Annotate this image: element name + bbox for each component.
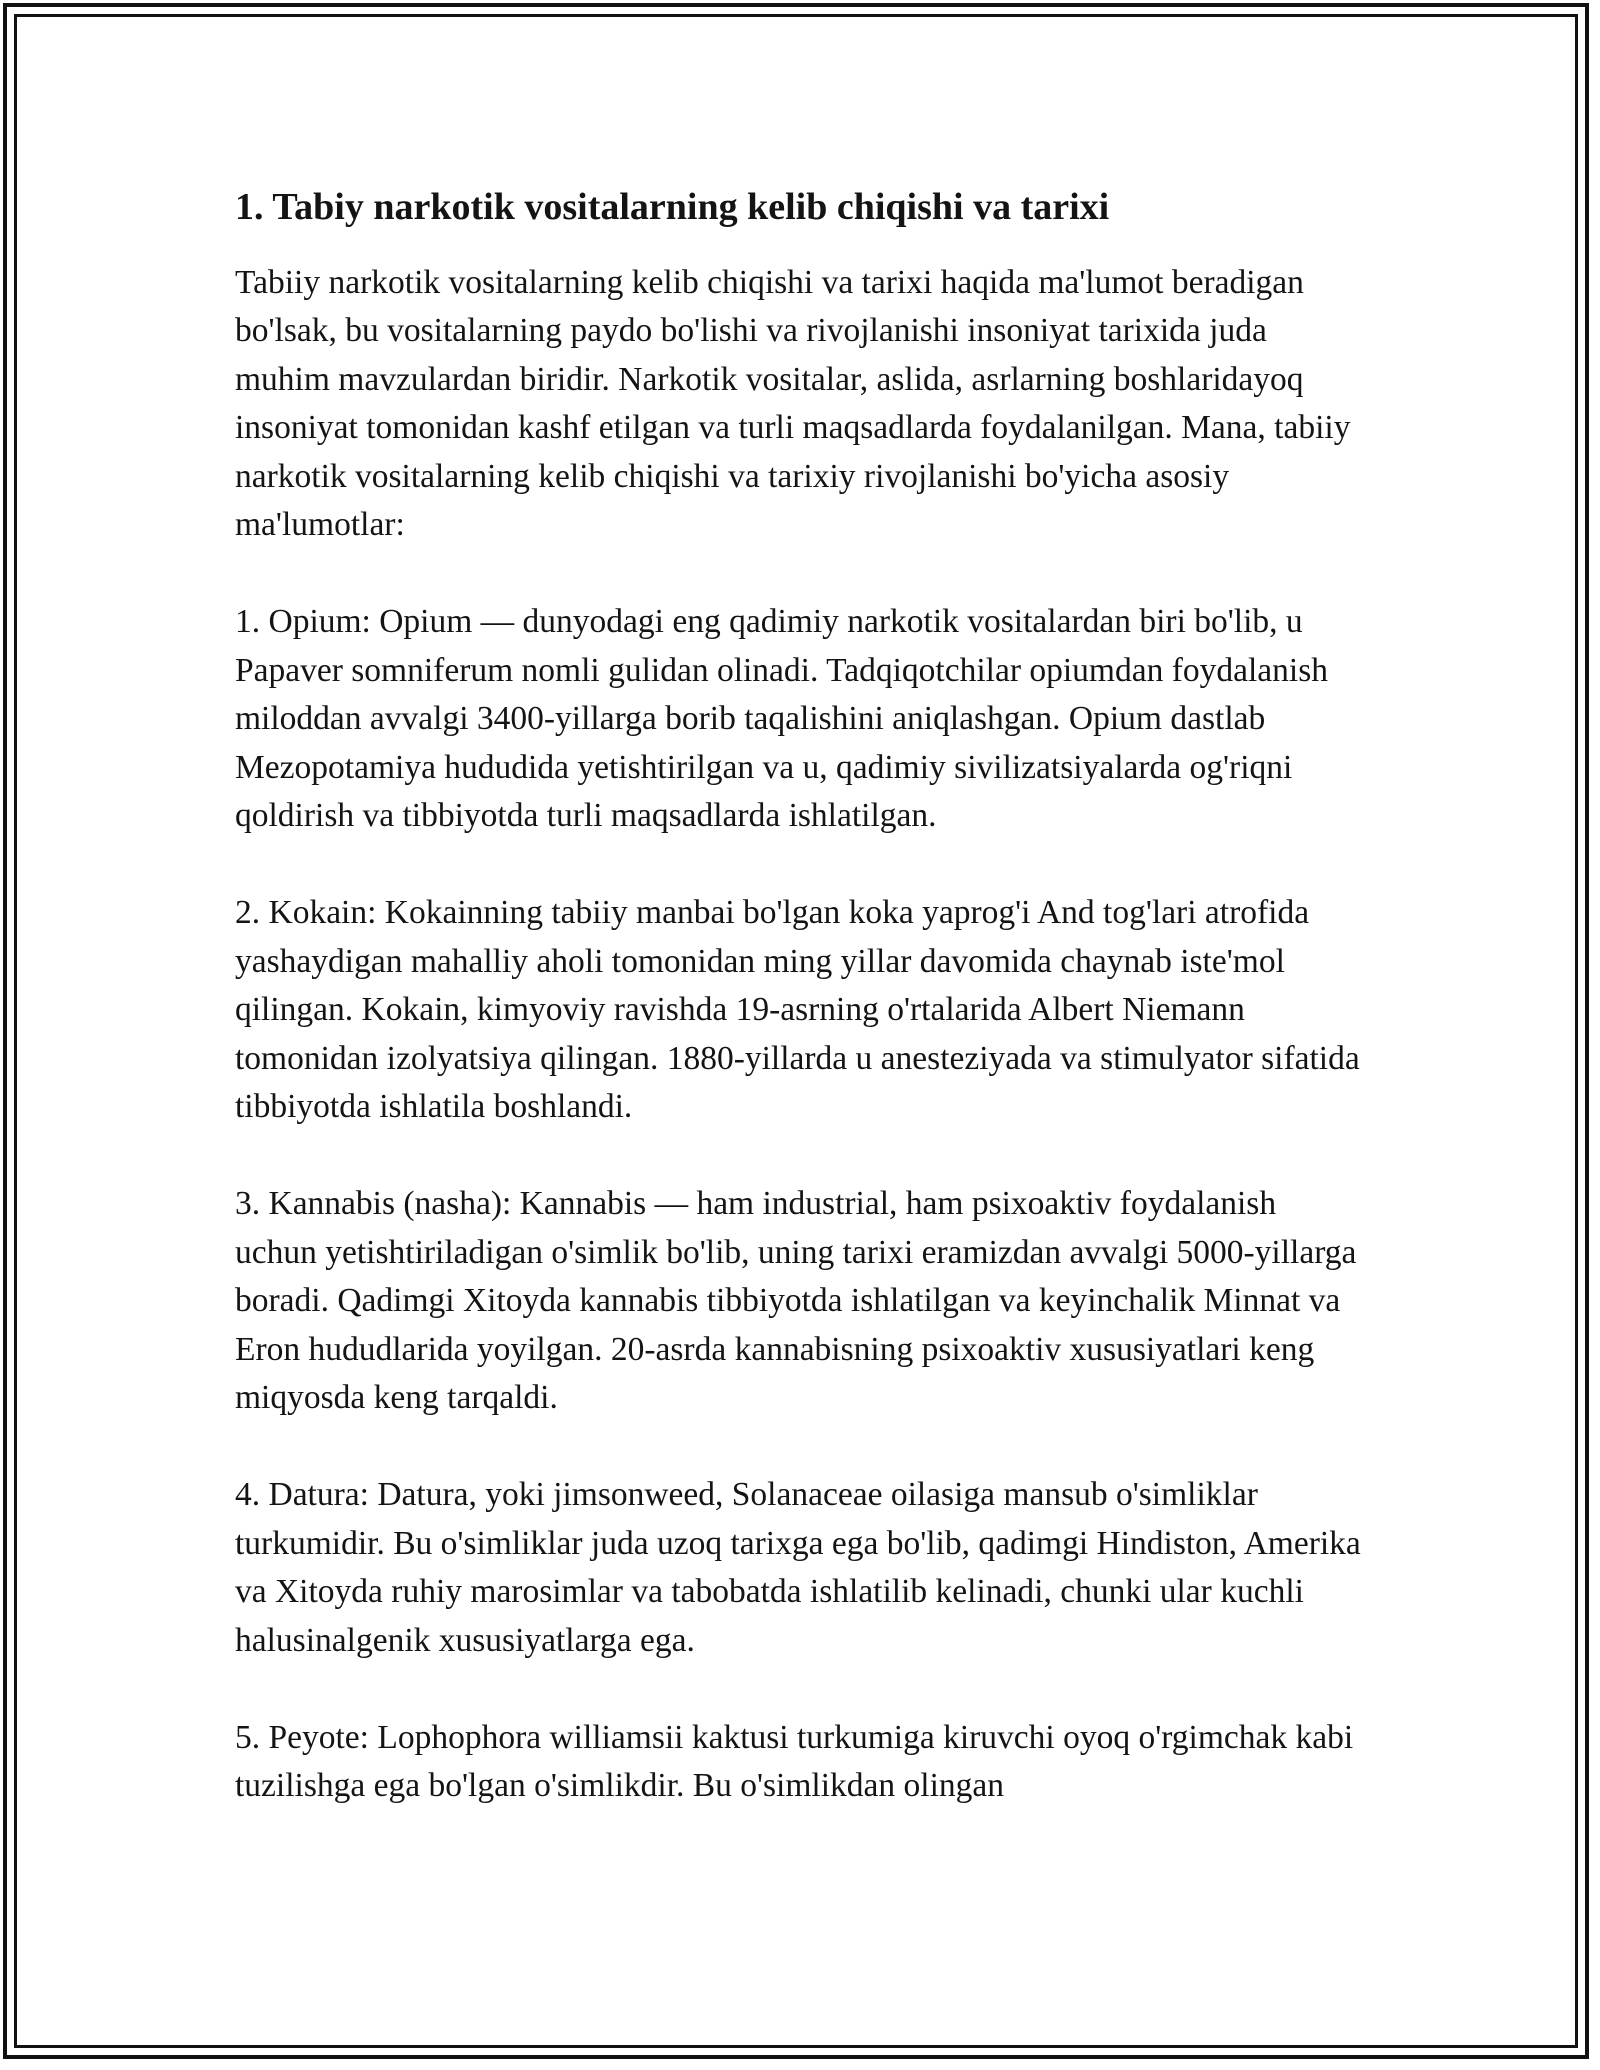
cannabis-paragraph: 3. Kannabis (nasha): Kannabis — ham industrial, ham psixoaktiv foydalanish uchun yetishtiriladigan o'simlik bo'lib, uning tarixi eramizdan avvalgi 5000-yillarga boradi. Qadimgi Xitoyda kannabis tibbiyotda ishlatilgan va keyinchalik Minnat va Eron hududlarida yoyilgan. 20-asrda kannabisning psixoaktiv xususiyatlari keng miqyosda keng tarqaldi. [235,1185,1357,1417]
intro-paragraph: Tabiiy narkotik vositalarning kelib chiqishi va tarixi haqida ma'lumot beradigan bo'lsak, bu vositalarning paydo bo'lishi va rivojlanishi insoniyat tarixida juda muhim mavzulardan biridir. Narkotik vositalar, aslida, asrlarning boshlaridayoq insoniyat tomonidan kashf etilgan va turli maqsadlarda foydalanilgan. Mana, tabiiy narkotik vositalarning kelib chiqishi va tarixiy rivojlanishi bo'yicha asosiy ma'lumotlar: [235,263,1351,544]
peyote-paragraph: 5. Peyote: Lophophora williamsii kaktusi turkumiga kiruvchi oyoq o'rgimchak kabi tuzilishga ega bo'lgan o'simlikdir. Bu o'simlikdan olingan [235,1718,1354,1805]
cocaine-paragraph: 2. Kokain: Kokainning tabiiy manbai bo'lgan koka yaprog'i And tog'lari atrofida yashaydigan mahalliy aholi tomonidan ming yillar davomida chaynab iste'mol qilingan. Kokain, kimyoviy ravishda 19-asrning o'rtalarida Albert Niemann tomonidan izolyatsiya qilingan. 1880-yillarda u anesteziyada va stimulyator sifatida tibbiyotda ishlatila boshlandi. [235,894,1360,1126]
section-heading: 1. Tabiy narkotik vositalarning kelib chiqishi va tarixi [235,186,1110,228]
datura-paragraph: 4. Datura: Datura, yoki jimsonweed, Solanaceae oilasiga mansub o'simliklar turkumidir. Bu o'simliklar juda uzoq tarixga ega bo'lib, qadimgi Hindiston, Amerika va Xitoyda ruhiy marosimlar va tabobatda ishlatilib kelinadi, chunki ular kuchli halusinalgenik xususiyatlarga ega. [235,1476,1361,1659]
opium-paragraph: 1. Opium: Opium — dunyodagi eng qadimiy narkotik vositalardan biri bo'lib, u Papaver somniferum nomli gulidan olinadi. Tadqiqotchilar opiumdan foydalanish miloddan avvalgi 3400-yillarga borib taqalishini aniqlashgan. Opium dastlab Mezopotamiya hududida yetishtirilgan va u, qadimiy sivilizatsiyalarda og'riqni qoldirish va tibbiyotda turli maqsadlarda ishlatilgan. [235,603,1329,835]
document-body [235,185,1365,1859]
